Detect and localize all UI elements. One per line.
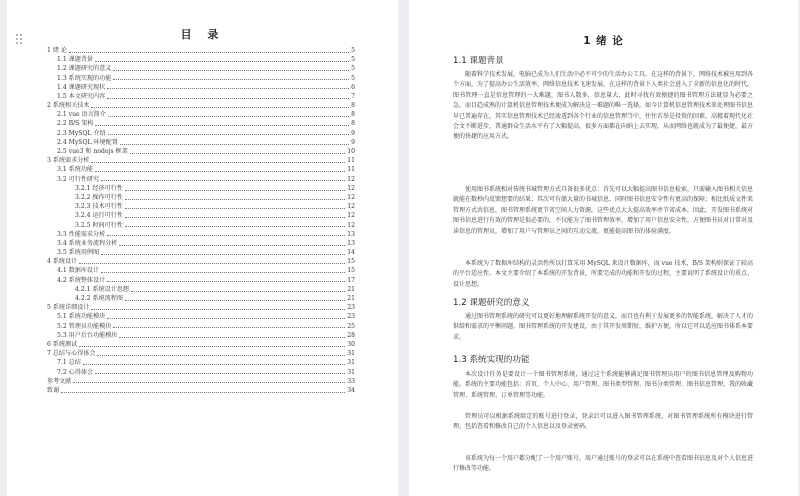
toc-leader-dots [79, 346, 345, 347]
section-heading: 1.2 课题研究的意义 [453, 298, 530, 308]
toc-entry[interactable] [47, 110, 355, 119]
toc-entry-page: 5 [351, 65, 355, 73]
toc-entry-label: 3 系统需求分析 [47, 157, 90, 165]
toc-entry-page: 17 [347, 276, 355, 284]
toc-entry-label: 3.2 可行性研究 [57, 175, 100, 183]
toc-entry-page: 23 [347, 304, 355, 312]
toc-entry-label: 3.3 性能需求分析 [57, 230, 106, 238]
toc-entry[interactable] [47, 184, 355, 193]
toc-leader-dots [113, 79, 349, 80]
toc-entry[interactable] [47, 257, 355, 266]
toc-entry[interactable] [47, 129, 355, 138]
toc-entry-page: 8 [351, 111, 355, 119]
toc-leader-dots [113, 327, 345, 328]
toc-leader-dots [101, 254, 345, 255]
toc-entry[interactable] [47, 101, 355, 110]
toc-entry[interactable] [47, 386, 355, 395]
toc-entry-page: 15 [347, 258, 355, 266]
toc-leader-dots [107, 98, 349, 99]
toc-entry-page: 31 [347, 359, 355, 367]
toc-entry-label: 4.2.1 系统设计思想 [75, 285, 130, 293]
toc-entry[interactable] [47, 193, 355, 202]
toc-entry-label: 1.3 系统实现的功能 [57, 74, 112, 82]
toc-leader-dots [107, 281, 345, 282]
toc-entry[interactable] [47, 83, 355, 92]
toc-leader-dots [61, 392, 345, 393]
toc-entry-label: 5 系统详细设计 [47, 304, 90, 312]
toc-entry-page: 8 [351, 120, 355, 128]
toc-entry-page: 21 [347, 295, 355, 303]
toc-entry[interactable] [47, 349, 355, 358]
toc-entry-label: 1.5 本文研究内容 [57, 92, 106, 100]
toc-leader-dots [125, 199, 345, 200]
toc-entry[interactable] [47, 239, 355, 248]
toc-entry-page: 6 [351, 83, 355, 91]
toc-entry-page: 23 [347, 313, 355, 321]
toc-entry[interactable] [47, 322, 355, 331]
toc-leader-dots [101, 272, 345, 273]
toc-entry-page: 25 [347, 322, 355, 330]
toc-entry[interactable] [47, 368, 355, 377]
toc-entry-label: 3.2.3 技术可行性 [75, 203, 123, 211]
toc-entry-page: 12 [347, 212, 355, 220]
toc-leader-dots [91, 309, 345, 310]
toc-entry-label: 参考文献 [47, 377, 72, 385]
toc-entry-label: 致谢 [47, 386, 60, 394]
toc-entry[interactable] [47, 120, 355, 129]
toc-leader-dots [107, 235, 345, 236]
toc-entry-page: 7 [351, 92, 355, 100]
toc-entry-page: 5 [351, 46, 355, 54]
toc-entry-label: 2 系统相关技术 [47, 102, 90, 110]
toc-page [7, 0, 398, 496]
toc-entry-label: 3.2.1 经济可行性 [75, 184, 123, 192]
toc-leader-dots [69, 52, 349, 53]
toc-entry[interactable] [47, 285, 355, 294]
section-heading: 1.3 系统实现的功能 [453, 355, 530, 365]
toc-entry[interactable] [47, 230, 355, 239]
toc-entry[interactable] [47, 74, 355, 83]
toc-entry[interactable] [47, 312, 355, 321]
paragraph: 本系统为了数据库结构的灵活性所以打算采用 MySQL 来设计数据库，而 vue 技术，B/S 架构则保证了较高的平台适应性。本文主要介绍了本系统的开发背景，所要完成的功能和开发的过程，主要说明了系统设计的重点、设计思想。 [453, 260, 754, 288]
toc-entry[interactable] [47, 92, 355, 101]
toc-entry-label: 7.1 总结 [57, 359, 81, 367]
toc-list [47, 46, 355, 395]
toc-entry-page: 11 [347, 157, 355, 165]
toc-entry-label: 2.2 B/S 架构 [57, 120, 94, 128]
paragraph: 本次设计任务是要设计一个图书管理系统，通过这个系统能够满足图书管理员用户的图书信息管理及购物功能。系统的主要功能包括：首页、个人中心、用户管理、图书类型管理、图书分类管理、图书信息管理、我的收藏管理、系统管理、订单管理等功能。 [453, 371, 754, 399]
toc-entry[interactable] [47, 55, 355, 64]
toc-entry[interactable] [47, 331, 355, 340]
paragraph: 通过图书管理系统的研究可以更好地理解系统开发的意义，而且也有利于发展更多的智能系统，解决了人才的供给和需求的平衡问题，图书管理系统的开发建设，由于其开发周期短，维护方便，所以它可以适应图书体系本要求。 [453, 313, 754, 341]
toc-entry-page: 5 [351, 56, 355, 64]
toc-leader-dots [125, 190, 345, 191]
toc-entry[interactable] [47, 221, 355, 230]
toc-entry[interactable] [47, 175, 355, 184]
toc-entry-page: 5 [351, 74, 355, 82]
toc-entry-label: 2.4 MySQL 环境配置 [57, 138, 118, 146]
toc-entry-label: 7.2 心得体会 [57, 368, 94, 376]
toc-entry-page: 12 [347, 184, 355, 192]
toc-title: 目 录 [180, 28, 225, 41]
toc-entry-page: 8 [351, 102, 355, 110]
toc-entry-page: 21 [347, 285, 355, 293]
toc-entry-page: 13 [347, 230, 355, 238]
toc-leader-dots [131, 291, 345, 292]
toc-entry[interactable] [47, 147, 355, 156]
toc-entry[interactable] [47, 248, 355, 257]
toc-entry-label: 3.4 系统业务流程分析 [57, 239, 118, 247]
toc-leader-dots [95, 61, 349, 62]
toc-leader-dots [95, 171, 345, 172]
toc-leader-dots [108, 134, 349, 135]
toc-leader-dots [79, 263, 345, 264]
toc-entry-page: 31 [347, 368, 355, 376]
toc-entry[interactable] [47, 202, 355, 211]
toc-leader-dots [97, 355, 345, 356]
toc-entry-label: 3.1 系统功能 [57, 166, 94, 174]
toc-entry-label: 1.1 课题背景 [57, 56, 94, 64]
toc-leader-dots [95, 125, 349, 126]
toc-entry-page: 15 [347, 267, 355, 275]
toc-entry-label: 3.2.4 运行可行性 [75, 212, 123, 220]
toc-entry-label: 4 系统设计 [47, 258, 78, 266]
toc-entry[interactable] [47, 211, 355, 220]
toc-entry-page: 12 [347, 193, 355, 201]
chapter-title: 1 绪 论 [583, 35, 624, 47]
toc-leader-dots [107, 318, 345, 319]
toc-entry-page: 10 [347, 148, 355, 156]
toc-entry-page: 33 [347, 377, 355, 385]
toc-leader-dots [95, 373, 345, 374]
toc-leader-dots [73, 382, 345, 383]
toc-leader-dots [83, 364, 345, 365]
toc-entry[interactable] [47, 267, 355, 276]
toc-entry[interactable] [47, 303, 355, 312]
toc-entry[interactable] [47, 358, 355, 367]
toc-entry-label: 5.3 用户后台功能模块 [57, 331, 118, 339]
toc-entry-page: 12 [347, 221, 355, 229]
toc-entry[interactable] [47, 276, 355, 285]
section-heading: 1.1 课题背景 [453, 56, 504, 66]
toc-entry-label: 2.3 MySQL 介绍 [57, 129, 106, 137]
toc-leader-dots [119, 245, 345, 246]
toc-leader-dots [125, 208, 345, 209]
toc-leader-dots [91, 162, 345, 163]
toc-entry-label: 3.5 系统用例图 [57, 249, 100, 257]
toc-leader-dots [125, 226, 345, 227]
toc-entry[interactable] [47, 64, 355, 73]
toc-entry-page: 12 [347, 203, 355, 211]
toc-leader-dots [107, 88, 349, 89]
toc-entry-label: 3.2.2 操作可行性 [75, 193, 123, 201]
toc-leader-dots [120, 144, 349, 145]
toc-entry[interactable] [47, 165, 355, 174]
toc-entry[interactable] [47, 294, 355, 303]
toc-entry-label: 1.2 课题研究的意义 [57, 65, 112, 73]
toc-entry-page: 9 [351, 129, 355, 137]
toc-entry-page: 12 [347, 175, 355, 183]
toc-leader-dots [108, 116, 349, 117]
toc-entry-label: 5.2 管理员功能模块 [57, 322, 112, 330]
toc-entry-label: 7 总结与心得体会 [47, 350, 96, 358]
toc-entry[interactable] [47, 156, 355, 165]
toc-entry-page: 9 [351, 138, 355, 146]
toc-entry-label: 2.1 vue 语言简介 [57, 111, 106, 119]
toc-entry-label: 3.2.5 时间可行性 [75, 221, 123, 229]
toc-entry[interactable] [47, 138, 355, 147]
toc-entry-label: 1.4 课题研究现状 [57, 83, 106, 91]
toc-entry-label: 1 绪 论 [47, 46, 67, 54]
toc-leader-dots [113, 70, 349, 71]
toc-entry-label: 6 系统测试 [47, 340, 78, 348]
toc-entry-page: 14 [347, 249, 355, 257]
toc-entry-page: 11 [347, 166, 355, 174]
toc-entry-page: 30 [347, 340, 355, 348]
toc-entry-label: 4.2 系统整体设计 [57, 276, 106, 284]
toc-entry-page: 28 [347, 331, 355, 339]
toc-entry-page: 31 [347, 350, 355, 358]
paragraph: 随着科学技术发展，电脑已成为人们生活中必不可少的生活办公工具，在这样的背景下，网络技术被应用到各个方面，为了提高办公生活效率，网络信息技术飞速发展，在这样的背景下人类社会进入了全新的信息化的时代。图书管理一直是信息管理的一大难题，图书人数多，信息量大，此时寻找有效便捷的图书管理方法就显为必要之急。而目趋成熟的计算机信息管理技术便成为解决这一难题的唯一选择，如今计算机信息管理技术来处理图书信息早已普遍存在，其实信息管理技术已经渗透到各个行业的信息管理当中，往往若举是投资的因素，高精着现代化社会文不断进步，普通群众生活水平有了大幅提高，很多方面都在向纳上去实现，从而网络也就成为了最便捷，最方便的快捷的应用方式。 [453, 71, 754, 141]
paragraph: 使用图书系统相对传统书城管理方式具备很多优点：首先可以大幅提高图书信息检索，只需输入图书相关信息就能在数秒内反馈想要的结果；其次可有储大量的书城信息，同时图书信息安全性有更高的保障；相比纸质文件来管理方式共信息，图书管理系统更节省空间人力资源，这些优点大大提高效率并节省成本，因此，开发图书系统对图书信息进行有效的管理是很必要的，不仅能为了图书管理效率，增加了用户信息安全性，方便图书员对日常对及读信息的管理员，增加了用户与管理员之间的互动交流，更能提高图书的体验满度。 [453, 186, 754, 235]
chapter-page [409, 0, 798, 496]
toc-entry-page: 34 [347, 386, 355, 394]
toc-entry-page: 13 [347, 239, 355, 247]
toc-leader-dots [91, 107, 349, 108]
paragraph: 该系统为每一个用户都分配了一个用户账号，用户通过账号的登录可以在系统中查看图书信息及对个人信息进行修改等功能。 [453, 455, 754, 473]
toc-entry[interactable] [47, 340, 355, 349]
toc-entry-label: 4.1 数据库设计 [57, 267, 100, 275]
toc-leader-dots [119, 337, 345, 338]
toc-entry[interactable] [47, 377, 355, 386]
toc-leader-dots [130, 153, 346, 154]
toc-entry-label: 4.2.2 系统流程图 [75, 295, 123, 303]
toc-leader-dots [125, 217, 345, 218]
toc-entry-label: 2.5 vue3 和 nodejs 框架 [57, 148, 128, 156]
toc-entry-label: 5.1 系统功能模块 [57, 313, 106, 321]
toc-leader-dots [101, 180, 345, 181]
toc-leader-dots [125, 300, 345, 301]
toc-entry[interactable] [47, 46, 355, 55]
paragraph: 管理员可以根据系统给定的账号进行登录，登录后可以进入图书管理系统，对图书管理系统所有模块进行管理。包括查看和修改自己的个人信息以及登录密码。 [453, 413, 753, 431]
